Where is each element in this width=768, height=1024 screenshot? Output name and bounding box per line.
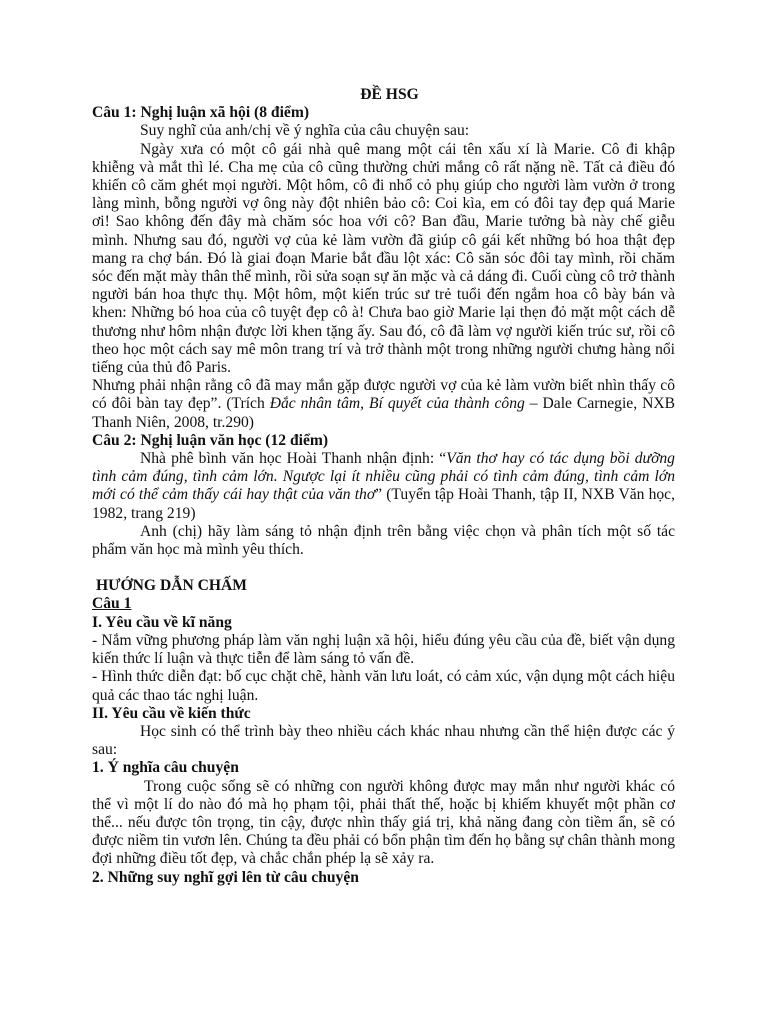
book-title: Đắc nhân tâm, Bí quyết của thành công [269,395,525,413]
question-1-heading: Câu 1: Nghị luận xã hội (8 điểm) [92,104,310,122]
knowledge-intro: Học sinh có thể trình bày theo nhiều cách khác nhau nhưng cần thể hiện được các ý sau: [92,722,675,759]
meaning-heading: 1. Ý nghĩa câu chuyện [92,759,239,777]
section-gap [92,559,675,577]
question-2-task: Anh (chị) hãy làm sáng tỏ nhận định trên bằng việc chọn và phân tích một số tác phẩm văn học mà mình yêu thích. [92,522,675,559]
question-2-quote [92,450,675,523]
skill-item-2: - Hình thức diễn đạt: bố cục chặt chẽ, hành văn lưu loát, có cảm xúc, vận dụng một cách hiệu quả các thao tác nghị luận. [92,668,675,704]
guide-heading: HƯỚNG DẪN CHẤM [96,577,248,595]
question-1-story: Ngày xưa có một cô gái nhà quê mang một cái tên xấu xí là Marie. Cô đi khập khiễng và mắt thì lé. Cha mẹ của cô cũng thường chửi mắng cô rất nặng nề. Tất cả điều đó khiến cô căm ghét mọi người. Một hôm, cô đi nhổ cỏ phụ giúp cho người làm vườn ở trong làng mình, bỗng người vợ ông này đột nhiên bảo cô: Coi kìa, em có đôi tay đẹp quá Marie ơi! Sao không đến đây mà chăm sóc hoa với cô? Ban đầu, Marie tưởng bà này chế giễu mình. Nhưng sau đó, người vợ của kẻ làm vườn đã giúp cô gái kết những bó hoa thật đẹp mang ra chợ bán. Đó là giai đoạn Marie bắt đầu lột xác: Cô săn sóc đôi tay mình, rồi chăm sóc đến mặt mày thân thể mình, rồi sửa soạn sự ăn mặc và cả dáng đi. Cuối cùng cô trở thành người bán hoa thực thụ. Một hôm, một kiến trúc sư trẻ tuổi đến ngắm hoa cô bày bán và khen: Những bó hoa của cô tuyệt đẹp cô à! Chưa bao giờ Marie lại thẹn đỏ mặt một cách dễ thương như hôm nhận được lời khen tặng ấy. Sau đó, cô đã làm vợ người kiến trúc sư, rồi cô theo học một cách say mê môn trang trí và trở thành một trong những người chưng hàng nổi tiếng của thủ đô Paris. [92,140,675,377]
citation-text: – Dale Carnegie, NXB Thanh Niên, 2008, tr.290) [92,395,675,431]
question-1-story-ending [92,377,675,432]
ending-text: Nhưng phải nhận rằng cô đã may mắn gặp được người vợ của kẻ làm vườn biết nhìn thấy cô có đôi bàn tay đẹp”. (Trích [92,377,675,413]
skills-heading: I. Yêu cầu về kĩ năng [92,613,232,631]
document-title: ĐỀ HSG [360,86,419,103]
skill-item-1: - Nắm vững phương pháp làm văn nghị luận xã hội, hiểu đúng yêu cầu của đề, biết vận dụng kiến thức lí luận và thực tiễn để làm sáng tỏ vấn đề. [92,631,675,668]
meaning-text: Trong cuộc sống sẽ có những con người không được may mắn như người khác có thể vì một lí do nào đó mà họ phạm tội, phải thất thế, hoặc bị khiếm khuyết một phần cơ thể... nếu được tôn trọng, tin cậy, được nhìn thấy giá trị, khả năng đang còn tiềm ẩn, sẽ có được niềm tin vươn lên. Chúng ta đều phải có bổn phận tìm đến họ bằng sự chân thành mong đợi những điều tốt đẹp, và chắc chắn phép lạ sẽ xảy ra. [92,777,675,868]
quote-citation: ” (Tuyển tập Hoài Thanh, tập II, NXB Văn học, 1982, trang 219) [92,486,675,522]
document-page [92,86,675,887]
thoughts-heading: 2. Những suy nghĩ gợi lên từ câu chuyện [92,868,359,886]
question-2-heading: Câu 2: Nghị luận văn học (12 điểm) [92,431,329,449]
quote-text: Văn thơ hay có tác dụng bồi dưỡng tình cảm đúng, tình cảm lớn. Ngược lại ít nhiều cũng phải có tình cảm đúng, tình cảm lớn mới có thể cảm thấy cái hay thật của văn thơ [92,450,675,504]
guide-cau-1: Câu 1 [92,595,132,613]
question-1-prompt: Suy nghĩ của anh/chị về ý nghĩa của câu chuyện sau: [140,122,470,140]
knowledge-heading: II. Yêu cầu về kiến thức [92,704,251,722]
quote-intro: Nhà phê bình văn học Hoài Thanh nhận định: “ [140,450,447,468]
